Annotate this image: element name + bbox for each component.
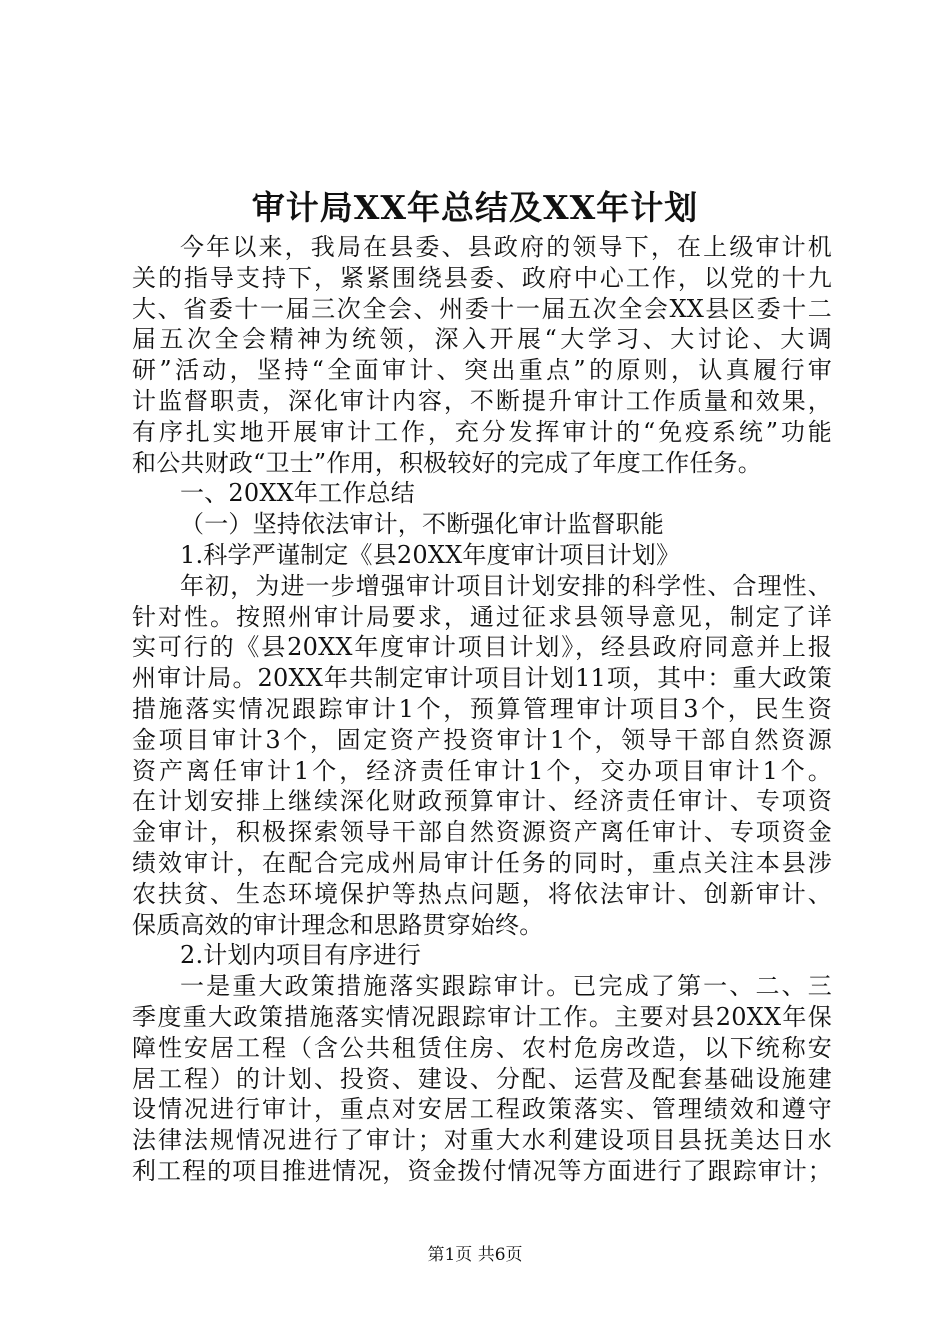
body-line: 措施落实情况跟踪审计1个，预算管理审计项目3个，民生资 <box>132 694 832 723</box>
body-line: 州审计局。20XX年共制定审计项目计划11项，其中：重大政策 <box>132 664 832 693</box>
section-heading: 一、20XX年工作总结 <box>180 479 415 508</box>
body-line: 关的指导支持下，紧紧围绕县委、政府中心工作，以党的十九 <box>132 263 832 292</box>
item-heading: 2.计划内项目有序进行 <box>180 941 422 970</box>
body-line: 金项目审计3个，固定资产投资审计1个，领导干部自然资源 <box>132 725 832 754</box>
body-line: 设情况进行审计，重点对安居工程政策落实、管理绩效和遵守 <box>132 1095 832 1124</box>
document-body <box>132 232 832 1187</box>
body-line: 季度重大政策措施落实情况跟踪审计工作。主要对县20XX年保 <box>132 1002 832 1031</box>
body-line: 年初，为进一步增强审计项目计划安排的科学性、合理性、 <box>180 571 832 600</box>
body-line: 研”活动，坚持“全面审计、突出重点”的原则，认真履行审 <box>132 356 832 385</box>
body-line: 法律法规情况进行了审计；对重大水利建设项目县抚美达日水 <box>132 1126 832 1155</box>
body-line: 针对性。按照州审计局要求，通过征求县领导意见，制定了详 <box>132 602 832 631</box>
body-line: 有序扎实地开展审计工作，充分发挥审计的“免疫系统”功能 <box>132 417 832 446</box>
body-line: 实可行的《县20XX年度审计项目计划》，经县政府同意并上报 <box>132 633 832 662</box>
body-line: 居工程）的计划、投资、建设、分配、运营及配套基础设施建 <box>132 1064 832 1093</box>
body-line: 资产离任审计1个，经济责任审计1个，交办项目审计1个。 <box>132 756 832 785</box>
body-line: 计监督职责，深化审计内容，不断提升审计工作质量和效果， <box>132 386 832 415</box>
body-line: 金审计，积极探索领导干部自然资源资产离任审计、专项资金 <box>132 818 832 847</box>
body-line: 大、省委十一届三次全会、州委十一届五次全会XX县区委十二 <box>132 294 832 323</box>
body-line: 农扶贫、生态环境保护等热点问题，将依法审计、创新审计、 <box>132 879 832 908</box>
body-line: 届五次全会精神为统领，深入开展“大学习、大讨论、大调 <box>132 325 832 354</box>
body-line: 今年以来，我局在县委、县政府的领导下，在上级审计机 <box>180 233 832 261</box>
page-indicator: 第1页 共6页 <box>427 1245 523 1265</box>
body-line: 和公共财政“卫士”作用，积极较好的完成了年度工作任务。 <box>132 448 762 477</box>
body-line: 一是重大政策措施落实跟踪审计。已完成了第一、二、三 <box>180 972 832 1001</box>
body-line: 利工程的项目推进情况，资金拨付情况等方面进行了跟踪审计； <box>132 1156 832 1185</box>
subsection-heading: （一）坚持依法审计，不断强化审计监督职能 <box>180 510 664 539</box>
body-line: 绩效审计，在配合完成州局审计任务的同时，重点关注本县涉 <box>132 848 832 877</box>
body-line: 保质高效的审计理念和思路贯穿始终。 <box>132 910 544 939</box>
body-line: 障性安居工程（含公共租赁住房、农村危房改造，以下统称安 <box>132 1033 832 1062</box>
body-line: 在计划安排上继续深化财政预算审计、经济责任审计、专项资 <box>132 787 832 816</box>
item-heading: 1.科学严谨制定《县20XX年度审计项目计划》 <box>180 540 681 569</box>
document-title: 审计局XX年总结及XX年计划 <box>251 188 699 227</box>
